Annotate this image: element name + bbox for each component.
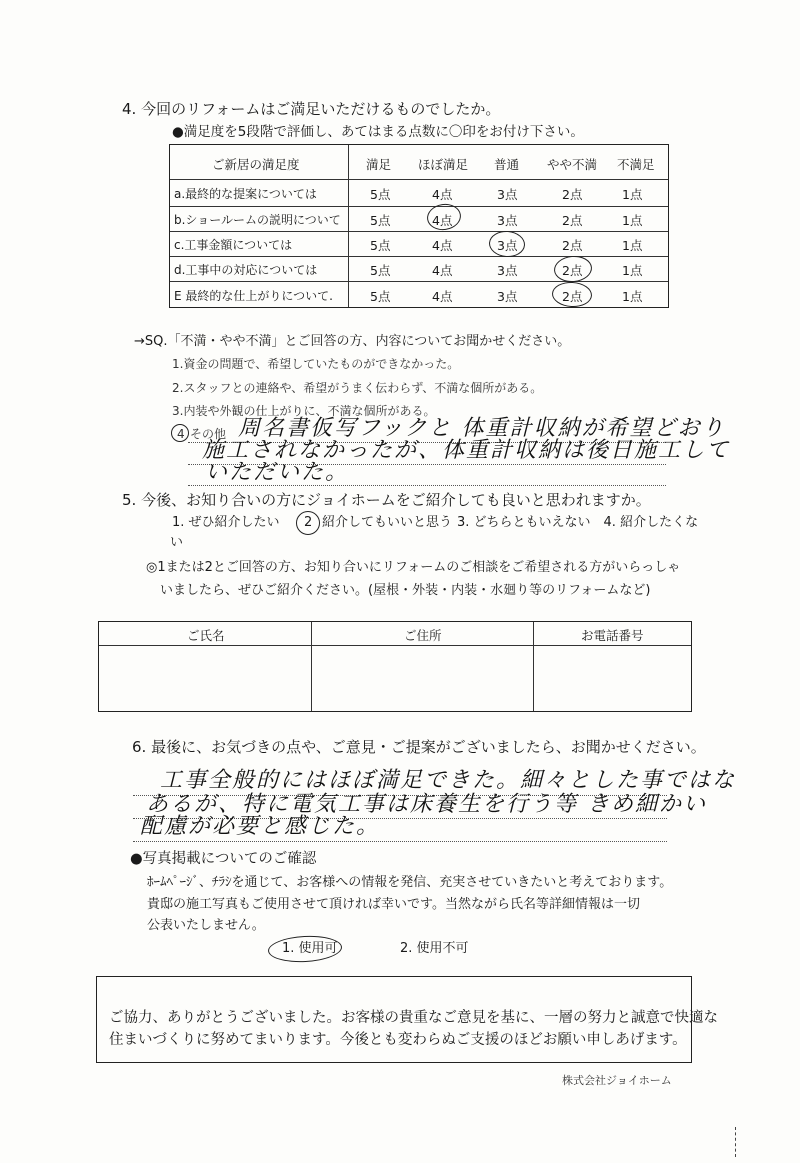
sq-option-4-label: その他 (190, 427, 227, 441)
photo-option-not-allowed[interactable]: 2. 使用不可 (400, 941, 469, 956)
photo-option-allowed[interactable]: 1. 使用可 (282, 941, 338, 956)
score-2[interactable]: 2点 (562, 213, 583, 228)
sat-row-label: b.ショールームの説明について (174, 213, 341, 227)
thank-you-line: 住まいづくりに努めてまいります。今後とも変わらぬご支援のほどお願い申しあげます。 (109, 1032, 687, 1048)
handwritten-comment-line: 工事全般的にはほぼ満足できた。細々とした事ではな (160, 768, 737, 793)
contact-col-divider (533, 622, 534, 711)
contact-col-divider (311, 622, 312, 711)
score-3[interactable]: 3点 (497, 289, 518, 304)
handwritten-comment-line: いただいた。 (205, 460, 350, 485)
score-2[interactable]: 2点 (562, 263, 583, 278)
contact-address-cell[interactable] (313, 647, 532, 709)
sq-option-2: 2.スタッフとの連絡や、希望がうまく伝わらず、不満な個所がある。 (172, 381, 543, 395)
score-3[interactable]: 3点 (497, 263, 518, 278)
score-1[interactable]: 1点 (622, 263, 643, 278)
photo-desc-line: ﾎｰﾑﾍﾟｰｼﾞ、ﾁﾗｼを通じて、お客様への情報を発信、充実させていきたいと考えております。 (147, 875, 673, 890)
score-4[interactable]: 4点 (432, 238, 453, 253)
score-5[interactable]: 5点 (370, 289, 391, 304)
sat-row-divider (170, 281, 668, 282)
contact-name-cell[interactable] (100, 647, 310, 709)
score-3[interactable]: 3点 (497, 187, 518, 202)
sat-header-5: 満足 (366, 157, 392, 172)
photo-title: ●写真掲載についてのご確認 (130, 851, 317, 867)
score-1[interactable]: 1点 (622, 213, 643, 228)
company-name: 株式会社ジョイホーム (562, 1074, 672, 1087)
contact-phone-cell[interactable] (535, 647, 689, 709)
contact-header-divider (99, 645, 691, 646)
answer-line (133, 841, 667, 842)
sat-header-3: 普通 (494, 157, 520, 172)
sat-header-label: ご新居の満足度 (212, 157, 300, 172)
answer-line (188, 485, 666, 486)
score-3[interactable]: 3点 (497, 238, 518, 253)
contact-header-phone: お電話番号 (581, 628, 644, 643)
score-1[interactable]: 1点 (622, 289, 643, 304)
score-5[interactable]: 5点 (370, 213, 391, 228)
handwritten-comment-line: あるが、特に電気工事は床養生を行う等 きめ細かい (146, 792, 707, 817)
thank-you-box (96, 976, 718, 1063)
satisfaction-table (169, 144, 669, 308)
sat-row-label: E 最終的な仕上がりについて. (174, 289, 333, 303)
q5-title: 5. 今後、お知り合いの方にジョイホームをご紹介しても良いと思われますか。 (122, 491, 651, 509)
score-2[interactable]: 2点 (562, 187, 583, 202)
sat-row-divider (170, 206, 668, 207)
sq-option-4-num: 4 (177, 427, 185, 441)
score-5[interactable]: 5点 (370, 263, 391, 278)
handwritten-comment-line: 施工されなかったが、体重計収納は後日施工して (202, 438, 731, 463)
q4-instruction: ●満足度を5段階で評価し、あてはまる点数に〇印をお付け下さい。 (172, 124, 584, 140)
sat-col-divider (348, 145, 349, 307)
score-4[interactable]: 4点 (432, 187, 453, 202)
sat-header-divider (170, 179, 668, 180)
selection-circle (296, 511, 320, 535)
q4-title: 4. 今回のリフォームはご満足いただけるものでしたか。 (122, 100, 501, 118)
score-3[interactable]: 3点 (497, 213, 518, 228)
sat-row-label: d.工事中の対応については (174, 263, 318, 277)
photo-desc-line: 公表いたしません。 (147, 918, 265, 933)
score-5[interactable]: 5点 (370, 187, 391, 202)
sq-prompt: →SQ.「不満・やや不満」とご回答の方、内容についてお聞かせください。 (134, 334, 571, 349)
score-4[interactable]: 4点 (432, 213, 453, 228)
q5-option-1: 1. ぜひ紹介したい (172, 515, 280, 530)
q5-option-2-text: 紹介してもいいと思う (322, 515, 453, 530)
contact-header-name: ご氏名 (187, 628, 225, 643)
q5-option-3-4: 3. どちらともいえない 4. 紹介したくな (457, 515, 699, 530)
handwritten-comment-line: 配慮が必要と感じた。 (140, 814, 381, 839)
score-1[interactable]: 1点 (622, 238, 643, 253)
photo-desc-line: 貴邸の施工写真もご使用させて頂ければ幸いです。当然ながら氏名等詳細情報は一切 (147, 897, 640, 912)
selection-circle (171, 424, 189, 442)
score-2[interactable]: 2点 (562, 289, 583, 304)
sat-row-label: a.最終的な提案については (174, 187, 317, 201)
sat-header-1: 不満足 (617, 157, 655, 172)
sat-header-4: ほぼ満足 (418, 157, 469, 172)
handwritten-comment-line: 周名書仮写フックと 体重計収納が希望どおり (238, 416, 726, 441)
score-2[interactable]: 2点 (562, 238, 583, 253)
sat-row-divider (170, 256, 668, 257)
scan-mark (735, 1127, 737, 1157)
referral-contact-table (98, 621, 692, 712)
score-1[interactable]: 1点 (622, 187, 643, 202)
sat-row-divider (170, 231, 668, 232)
score-4[interactable]: 4点 (432, 289, 453, 304)
sq-option-3: 3.内装や外観の仕上がりに、不満な個所がある。 (172, 404, 436, 418)
sq-option-1: 1.資金の問題で、希望していたものができなかった。 (172, 357, 460, 371)
q5-note-line: いましたら、ぜひご紹介ください。(屋根・外装・内装・水廻り等のリフォームなど) (160, 583, 651, 598)
q6-title: 6. 最後に、お気づきの点や、ご意見・ご提案がございましたら、お聞かせください。 (132, 738, 706, 756)
sat-header-2: やや不満 (547, 157, 598, 172)
sat-row-label: c.工事金額については (174, 238, 293, 252)
contact-header-address: ご住所 (404, 628, 442, 643)
thank-you-line: ご協力、ありがとうございました。お客様の貴重なご意見を基に、一層の努力と誠意で快適な (109, 1010, 718, 1026)
q5-option-2-num: 2 (304, 515, 313, 530)
q5-note-line: ◎1または2とご回答の方、お知り合いにリフォームのご相談をご希望される方がいらっしゃ (146, 560, 681, 575)
score-5[interactable]: 5点 (370, 238, 391, 253)
q5-option-wrap: い (170, 535, 184, 550)
score-4[interactable]: 4点 (432, 263, 453, 278)
selection-circle (267, 934, 342, 964)
